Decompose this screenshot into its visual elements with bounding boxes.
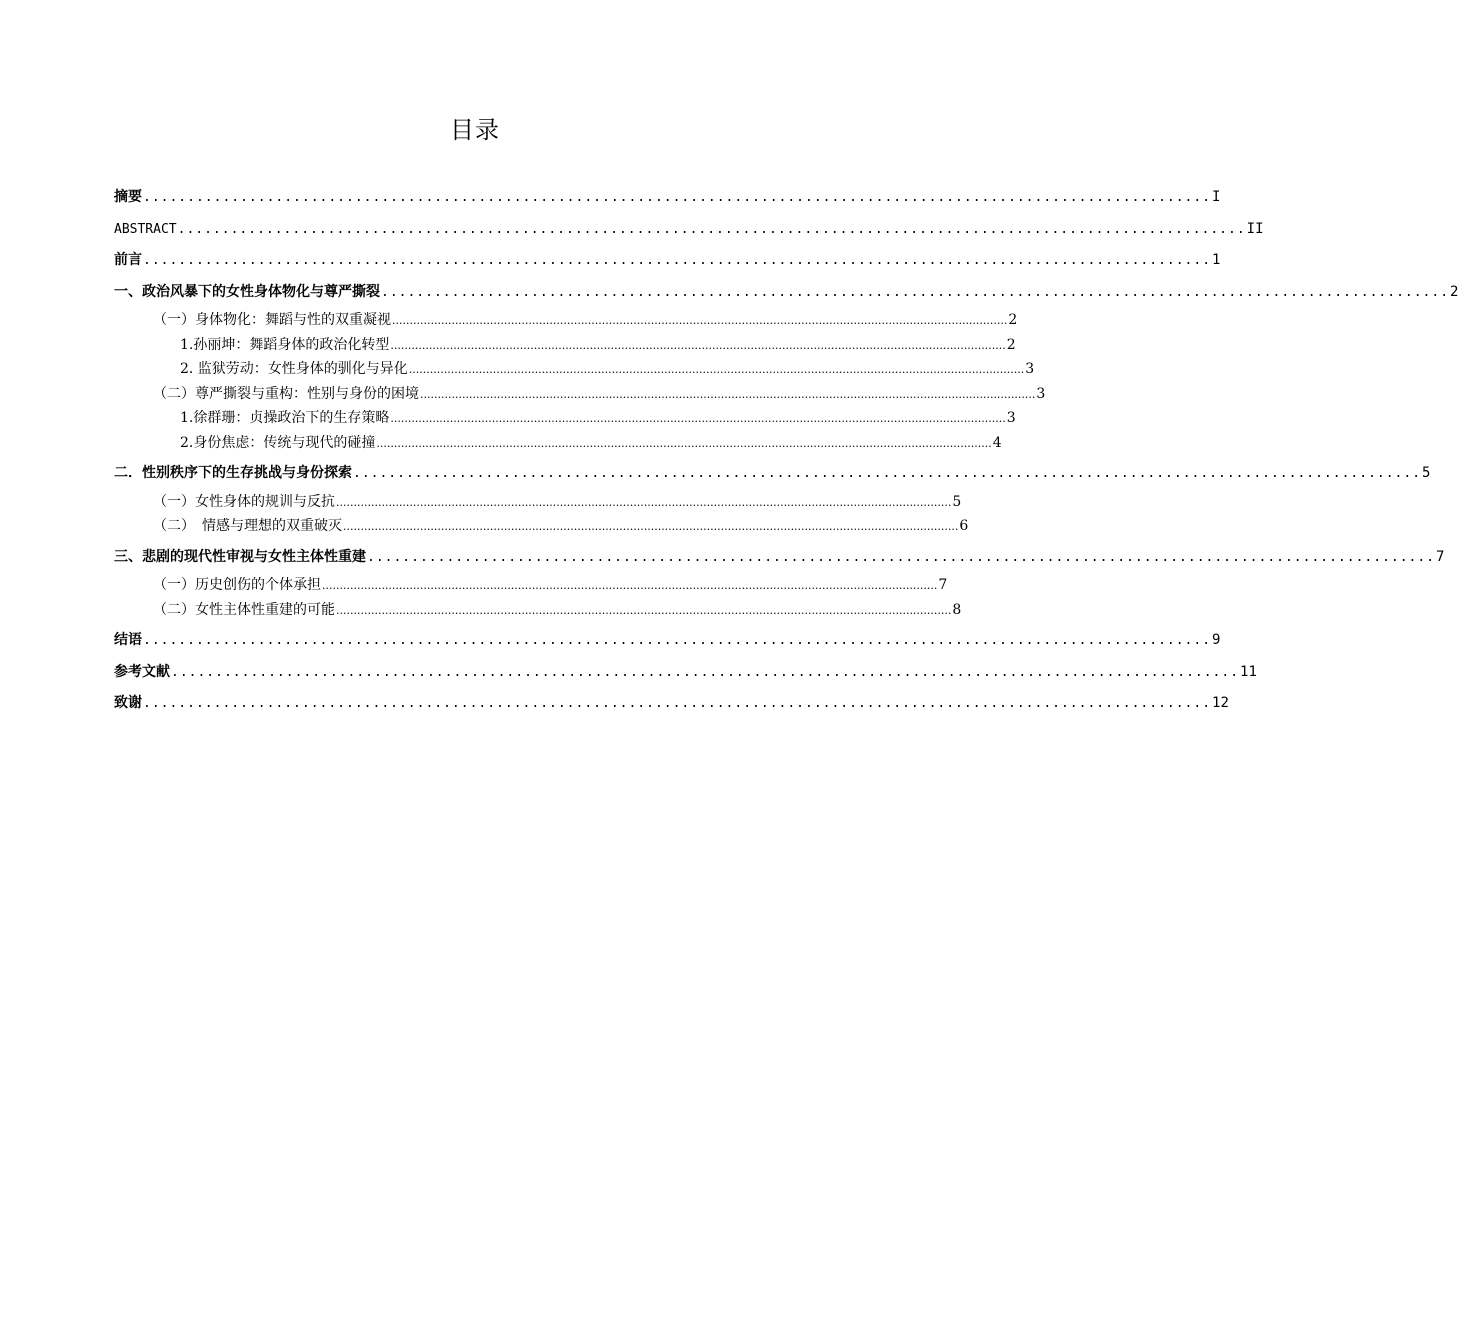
dot-leader: ......................................................................................................................... — [381, 284, 1450, 300]
toc-entry-section-2-1[interactable] — [114, 490, 962, 515]
toc-entry-page: 2 — [1008, 312, 1018, 328]
dot-leader: ......................................................................................................................... — [143, 190, 1212, 205]
toc-entry-page: 7 — [938, 577, 948, 593]
dot-leader: ................................................................................................................................................................................ — [408, 363, 1025, 376]
toc-entry-label: 结语 — [114, 632, 142, 648]
toc-entry-page: 3 — [1025, 361, 1035, 377]
toc-entry-subsection-1-1-2[interactable] — [114, 357, 1035, 382]
toc-entry-label: 前言 — [114, 252, 142, 268]
toc-entry-page: 2 — [1450, 283, 1458, 300]
toc-entry-page: II — [1246, 220, 1264, 237]
dot-leader: ......................................................................................................................... — [177, 221, 1246, 237]
toc-entry-label: （一）历史创伤的个体承担 — [153, 577, 321, 593]
toc-entry-references[interactable] — [114, 657, 1257, 689]
dot-leader: ......................................................................................................................... — [143, 633, 1212, 648]
dot-leader: ......................................................................................................................... — [367, 549, 1436, 565]
dot-leader: ................................................................................................................................................................................ — [336, 495, 952, 509]
dot-leader: ................................................................................................................................................................................ — [390, 338, 1006, 352]
toc-entry-page: 6 — [959, 518, 969, 534]
dot-leader: ................................................................................................................................................................................ — [390, 412, 1006, 425]
toc-entry-label: （二） 情感与理想的双重破灭 — [153, 518, 342, 534]
toc-entry-page: 3 — [1006, 410, 1016, 426]
toc-entry-page: 5 — [1422, 465, 1431, 481]
toc-entry-section-3-1[interactable] — [114, 573, 948, 598]
toc-entry-subsection-1-2-1[interactable] — [114, 406, 1016, 431]
toc-entry-label: （二）尊严撕裂与重构：性别与身份的困境 — [153, 385, 419, 402]
dot-leader: ................................................................................................................................................................................ — [376, 436, 992, 450]
dot-leader: ................................................................................................................................................................................ — [322, 579, 938, 592]
toc-entry-label: （一）女性身体的规训与反抗 — [153, 493, 335, 510]
toc-entry-chapter-1[interactable] — [114, 277, 1458, 309]
table-of-contents — [114, 182, 1458, 720]
dot-leader: ......................................................................................................................... — [143, 253, 1212, 268]
toc-entry-label: （二）女性主体性重建的可能 — [153, 601, 335, 618]
toc-entry-label: 一、政治风暴下的女性身体物化与尊严撕裂 — [114, 283, 380, 300]
toc-entry-label: 三、悲剧的现代性审视与女性主体性重建 — [114, 548, 366, 565]
dot-leader: ......................................................................................................................... — [143, 696, 1212, 711]
toc-entry-label: 摘要 — [114, 189, 142, 205]
toc-entry-label: 2.身份焦虑：传统与现代的碰撞 — [180, 434, 376, 451]
toc-entry-page: 12 — [1212, 695, 1229, 711]
toc-entry-abstract-cn[interactable] — [114, 182, 1221, 214]
toc-entry-label: 二．性别秩序下的生存挑战与身份探索 — [114, 465, 352, 481]
toc-entry-section-1-1[interactable] — [114, 308, 1018, 333]
toc-entry-label: 2. 监狱劳动：女性身体的驯化与异化 — [180, 361, 408, 377]
toc-entry-page: 11 — [1240, 663, 1257, 680]
dot-leader: ................................................................................................................................................................................ — [420, 387, 1036, 401]
toc-entry-page: 8 — [952, 601, 962, 618]
toc-entry-label: （一）身体物化：舞蹈与性的双重凝视 — [153, 312, 391, 328]
toc-entry-label: 致谢 — [114, 695, 142, 711]
toc-entry-section-1-2[interactable] — [114, 382, 1046, 407]
toc-entry-abstract-en[interactable] — [114, 214, 1264, 246]
dot-leader: ................................................................................................................................................................................ — [392, 314, 1008, 327]
toc-entry-page: 7 — [1436, 548, 1445, 565]
toc-entry-label: 参考文献 — [114, 663, 170, 680]
toc-entry-chapter-2[interactable] — [114, 458, 1431, 490]
toc-entry-label: 1.孙丽坤：舞蹈身体的政治化转型 — [180, 336, 390, 353]
toc-entry-preface[interactable] — [114, 245, 1221, 277]
toc-entry-subsection-1-1-1[interactable] — [114, 333, 1016, 358]
dot-leader: ................................................................................................................................................................................ — [343, 520, 959, 533]
toc-entry-page: 9 — [1212, 632, 1221, 648]
toc-entry-label: ABSTRACT — [114, 221, 177, 237]
toc-entry-page: I — [1212, 189, 1221, 205]
toc-entry-chapter-3[interactable] — [114, 542, 1445, 574]
dot-leader: ......................................................................................................................... — [353, 466, 1422, 481]
toc-entry-page: 2 — [1006, 336, 1016, 353]
dot-leader: ......................................................................................................................... — [171, 664, 1240, 680]
toc-entry-conclusion[interactable] — [114, 625, 1221, 657]
toc-entry-page: 5 — [952, 493, 962, 510]
toc-title: 目录 — [450, 116, 500, 144]
toc-entry-page: 1 — [1212, 252, 1221, 268]
toc-entry-subsection-1-2-2[interactable] — [114, 431, 1002, 456]
toc-entry-page: 4 — [992, 434, 1002, 451]
toc-entry-section-2-2[interactable] — [114, 514, 969, 539]
toc-entry-page: 3 — [1036, 385, 1046, 402]
dot-leader: ................................................................................................................................................................................ — [336, 603, 952, 617]
toc-entry-label: 1.徐群珊：贞操政治下的生存策略 — [180, 410, 390, 426]
toc-entry-section-3-2[interactable] — [114, 598, 962, 623]
toc-entry-acknowledgements[interactable] — [114, 688, 1229, 720]
